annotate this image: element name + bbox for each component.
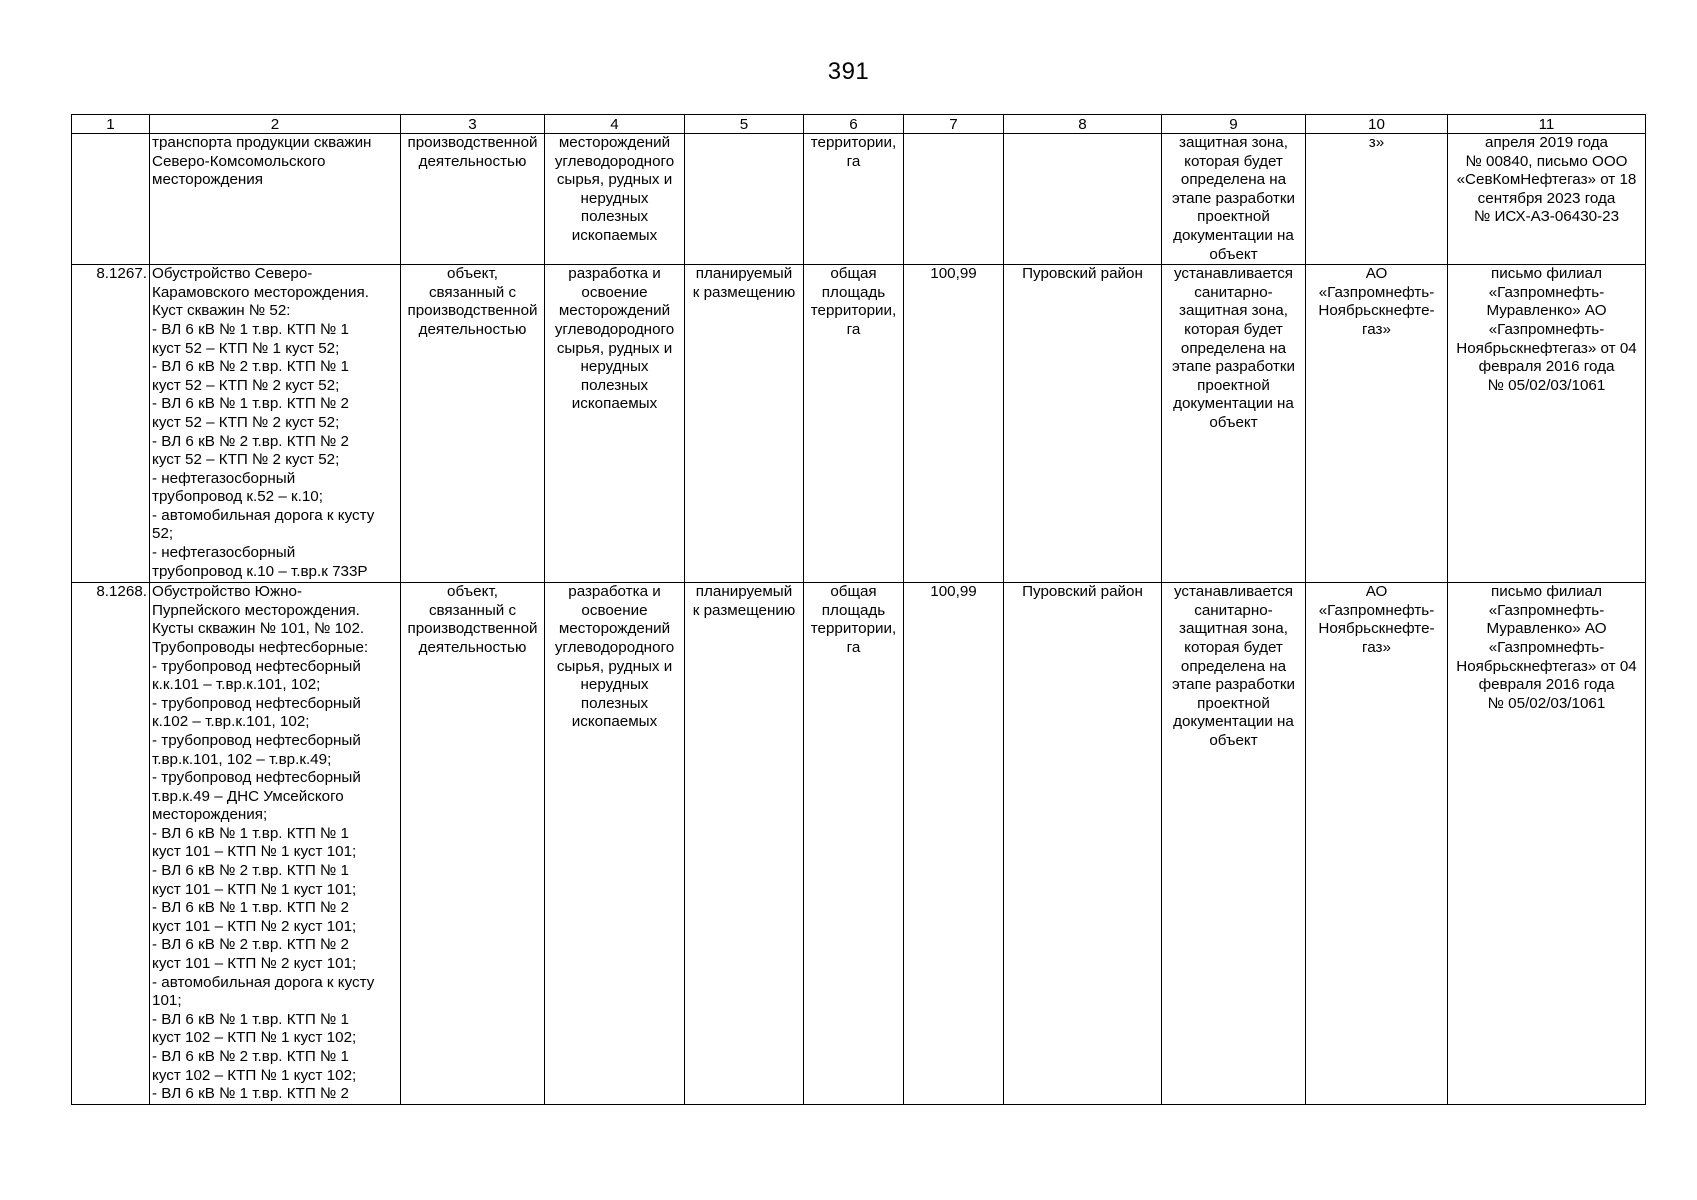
cell-text-line: Пурпейского месторождения. xyxy=(152,601,360,619)
cell-text-line: куст 52 – КТП № 2 куст 52; xyxy=(152,451,340,469)
cell-text-line: ископаемых xyxy=(571,226,658,244)
cell-text-line: газ» xyxy=(1362,320,1391,338)
location-cell: Пуровский район xyxy=(1004,583,1162,1105)
cell-text-line: № ИСХ-АЗ-06430-23 xyxy=(1473,208,1620,226)
cell-text-line: куст 52 – КТП № 1 куст 52; xyxy=(152,339,340,357)
purpose-cell xyxy=(401,265,545,583)
cell-text-line: площадь xyxy=(821,601,886,619)
cell-text-line: освоение xyxy=(581,601,648,619)
cell-text-line: углеводородного xyxy=(554,320,675,338)
cell-text-line: письмо филиал xyxy=(1491,583,1602,601)
value-cell: 100,99 xyxy=(904,265,1004,583)
basis-cell xyxy=(1448,583,1646,1105)
cell-text-line: Обустройство Южно- xyxy=(152,583,303,601)
cell-text-line: февраля 2016 года xyxy=(1478,676,1615,694)
purpose-cell xyxy=(401,134,545,265)
cell-text-line: разработка и xyxy=(568,265,661,283)
basis-cell xyxy=(1448,134,1646,265)
cell-text-line: этапе разработки xyxy=(1171,358,1295,376)
cell-text-line: нерудных xyxy=(580,189,649,207)
cell-text-line: территории, xyxy=(810,620,897,638)
cell-text-line: - трубопровод нефтесборный xyxy=(152,769,361,787)
cell-text-line: «Газпромнефть- xyxy=(1488,320,1605,338)
zone-cell xyxy=(1162,583,1306,1105)
column-header: 6 xyxy=(804,115,904,134)
cell-text-line: проектной xyxy=(1197,376,1270,394)
cell-text-line: деятельностью xyxy=(418,638,527,656)
cell-text-line: устанавливается xyxy=(1173,265,1294,283)
cell-text-line: газ» xyxy=(1362,638,1391,656)
column-header: 11 xyxy=(1448,115,1646,134)
cell-text-line: определена на xyxy=(1180,339,1287,357)
cell-text-line: общая xyxy=(830,265,877,283)
cell-text-line: которая будет xyxy=(1184,638,1283,656)
cell-text-line: «Газпромнефть- xyxy=(1488,601,1605,619)
cell-text-line: площадь xyxy=(821,283,886,301)
cell-text-line: - ВЛ 6 кВ № 2 т.вр. КТП № 1 xyxy=(152,862,349,880)
cell-text-line: полезных xyxy=(580,208,649,226)
location-cell: Пуровский район xyxy=(1004,265,1162,583)
cell-text-line: «Газпромнефть- xyxy=(1488,283,1605,301)
cell-text-line: Ноябрьскнефте- xyxy=(1318,620,1435,638)
cell-text-line: Карамовского месторождения. xyxy=(152,283,369,301)
objects-table xyxy=(71,114,1646,1105)
cell-text-line: трубопровод к.10 – т.вр.к 733Р xyxy=(152,562,368,580)
cell-text-line: определена на xyxy=(1180,657,1287,675)
cell-text-line: объект, xyxy=(447,583,498,601)
cell-text-line: освоение xyxy=(581,283,648,301)
cell-text-line: разработка и xyxy=(568,583,661,601)
cell-text-line: производственной xyxy=(407,302,538,320)
cell-text-line: - ВЛ 6 кВ № 1 т.вр. КТП № 1 xyxy=(152,824,349,842)
cell-text-line: производственной xyxy=(407,134,538,151)
cell-text-line: 52; xyxy=(152,525,174,543)
owner-cell xyxy=(1306,583,1448,1105)
object-name-cell xyxy=(150,265,401,583)
cell-text-line: общая xyxy=(830,583,877,601)
cell-text-line: з» xyxy=(1368,134,1385,151)
cell-text-line: - трубопровод нефтесборный xyxy=(152,694,361,712)
cell-text-line: ископаемых xyxy=(571,395,658,413)
owner-cell xyxy=(1306,134,1448,265)
cell-text-line: проектной xyxy=(1197,208,1270,226)
cell-text-line: куст 101 – КТП № 2 куст 101; xyxy=(152,917,357,935)
cell-text-line: га xyxy=(846,320,861,338)
cell-text-line: - ВЛ 6 кВ № 1 т.вр. КТП № 2 xyxy=(152,1085,349,1103)
cell-text-line: куст 52 – КТП № 2 куст 52; xyxy=(152,376,340,394)
cell-text-line: письмо филиал xyxy=(1491,265,1602,283)
column-header: 8 xyxy=(1004,115,1162,134)
cell-text-line: - ВЛ 6 кВ № 1 т.вр. КТП № 1 xyxy=(152,320,349,338)
cell-text-line: куст 102 – КТП № 1 куст 102; xyxy=(152,1066,357,1084)
cell-text-line: устанавливается xyxy=(1173,583,1294,601)
cell-text-line: трубопровод к.52 – к.10; xyxy=(152,488,323,506)
cell-text-line: куст 101 – КТП № 1 куст 101; xyxy=(152,880,357,898)
cell-text-line: углеводородного xyxy=(554,638,675,656)
basis-cell xyxy=(1448,265,1646,583)
cell-text-line: проектной xyxy=(1197,694,1270,712)
cell-text-line: апреля 2019 года xyxy=(1485,134,1608,151)
parameter-cell xyxy=(804,583,904,1105)
cell-text-line: - трубопровод нефтесборный xyxy=(152,731,361,749)
cell-text-line: Трубопроводы нефтесборные: xyxy=(152,638,369,656)
page-number: 391 xyxy=(827,58,870,85)
cell-text-line: транспорта продукции скважин xyxy=(152,134,372,151)
row-number-cell xyxy=(72,134,150,265)
cell-text-line: объект xyxy=(1209,731,1258,749)
cell-text-line: № 05/02/03/1061 xyxy=(1487,376,1606,394)
column-header: 10 xyxy=(1306,115,1448,134)
cell-text-line: документации на xyxy=(1173,226,1294,244)
cell-text-line: защитная зона, xyxy=(1179,134,1288,151)
cell-text-line: месторождения xyxy=(152,171,263,189)
cell-text-line: ископаемых xyxy=(571,713,658,731)
owner-cell xyxy=(1306,265,1448,583)
cell-text-line: нерудных xyxy=(580,676,649,694)
table-row xyxy=(72,134,1646,265)
cell-text-line: сырья, рудных и xyxy=(556,339,673,357)
zone-cell xyxy=(1162,265,1306,583)
activity-type-cell xyxy=(545,583,685,1105)
activity-type-cell xyxy=(545,134,685,265)
cell-text-line: территории, xyxy=(810,134,897,151)
cell-text-line: га xyxy=(846,152,861,170)
cell-text-line: - автомобильная дорога к кусту xyxy=(152,973,375,991)
cell-text-line: АО xyxy=(1365,583,1388,601)
zone-cell xyxy=(1162,134,1306,265)
cell-text-line: полезных xyxy=(580,376,649,394)
cell-text-line: - ВЛ 6 кВ № 2 т.вр. КТП № 2 xyxy=(152,936,349,954)
cell-text-line: месторождений xyxy=(558,134,671,151)
cell-text-line: объект xyxy=(1209,245,1258,263)
purpose-cell xyxy=(401,583,545,1105)
location-cell xyxy=(1004,134,1162,265)
cell-text-line: куст 101 – КТП № 1 куст 101; xyxy=(152,843,357,861)
cell-text-line: объект, xyxy=(447,265,498,283)
cell-text-line: деятельностью xyxy=(418,152,527,170)
cell-text-line: Ноябрьскнефтегаз» от 04 xyxy=(1456,657,1637,675)
status-cell xyxy=(685,134,804,265)
column-header: 9 xyxy=(1162,115,1306,134)
column-header: 7 xyxy=(904,115,1004,134)
cell-text-line: Кусты скважин № 101, № 102. xyxy=(152,620,365,638)
cell-text-line: месторождений xyxy=(558,302,671,320)
cell-text-line: документации на xyxy=(1173,395,1294,413)
cell-text-line: углеводородного xyxy=(554,152,675,170)
cell-text-line: сентября 2023 года xyxy=(1477,189,1616,207)
cell-text-line: которая будет xyxy=(1184,320,1283,338)
cell-text-line: - ВЛ 6 кВ № 2 т.вр. КТП № 2 xyxy=(152,432,349,450)
cell-text-line: - ВЛ 6 кВ № 1 т.вр. КТП № 2 xyxy=(152,395,349,413)
cell-text-line: сырья, рудных и xyxy=(556,171,673,189)
cell-text-line: га xyxy=(846,638,861,656)
column-header: 3 xyxy=(401,115,545,134)
cell-text-line: 101; xyxy=(152,992,182,1010)
cell-text-line: месторождений xyxy=(558,620,671,638)
value-cell: 100,99 xyxy=(904,583,1004,1105)
status-cell xyxy=(685,265,804,583)
cell-text-line: Обустройство Северо- xyxy=(152,265,313,283)
cell-text-line: Ноябрьскнефтегаз» от 04 xyxy=(1456,339,1637,357)
cell-text-line: защитная зона, xyxy=(1179,302,1288,320)
cell-text-line: куст 52 – КТП № 2 куст 52; xyxy=(152,413,340,431)
cell-text-line: производственной xyxy=(407,620,538,638)
cell-text-line: «Газпромнефть- xyxy=(1318,601,1435,619)
cell-text-line: Ноябрьскнефте- xyxy=(1318,302,1435,320)
cell-text-line: куст 102 – КТП № 1 куст 102; xyxy=(152,1029,357,1047)
cell-text-line: планируемый xyxy=(695,265,793,283)
row-number-cell: 8.1267. xyxy=(72,265,150,583)
column-header: 1 xyxy=(72,115,150,134)
column-header: 5 xyxy=(685,115,804,134)
object-name-cell xyxy=(150,583,401,1105)
column-header: 2 xyxy=(150,115,401,134)
cell-text-line: № 00840, письмо ООО xyxy=(1465,152,1628,170)
cell-text-line: т.вр.к.49 – ДНС Умсейского xyxy=(152,787,344,805)
cell-text-line: Северо-Комсомольского xyxy=(152,152,326,170)
cell-text-line: защитная зона, xyxy=(1179,620,1288,638)
cell-text-line: куст 101 – КТП № 2 куст 101; xyxy=(152,955,357,973)
cell-text-line: АО xyxy=(1365,265,1388,283)
cell-text-line: сырья, рудных и xyxy=(556,657,673,675)
cell-text-line: деятельностью xyxy=(418,320,527,338)
status-cell xyxy=(685,583,804,1105)
parameter-cell xyxy=(804,265,904,583)
cell-text-line: полезных xyxy=(580,694,649,712)
cell-text-line: которая будет xyxy=(1184,152,1283,170)
header-row xyxy=(72,115,1646,134)
cell-text-line: этапе разработки xyxy=(1171,189,1295,207)
cell-text-line: февраля 2016 года xyxy=(1478,358,1615,376)
cell-text-line: к размещению xyxy=(692,283,796,301)
cell-text-line: к.к.101 – т.вр.к.101, 102; xyxy=(152,676,321,694)
cell-text-line: № 05/02/03/1061 xyxy=(1487,694,1606,712)
cell-text-line: документации на xyxy=(1173,713,1294,731)
cell-text-line: «Газпромнефть- xyxy=(1318,283,1435,301)
cell-text-line: т.вр.к.101, 102 – т.вр.к.49; xyxy=(152,750,332,768)
cell-text-line: санитарно- xyxy=(1194,283,1273,301)
table-row xyxy=(72,583,1646,1105)
cell-text-line: - трубопровод нефтесборный xyxy=(152,657,361,675)
cell-text-line: «СевКомНефтегаз» от 18 xyxy=(1456,171,1637,189)
cell-text-line: объект xyxy=(1209,413,1258,431)
cell-text-line: - ВЛ 6 кВ № 1 т.вр. КТП № 2 xyxy=(152,899,349,917)
cell-text-line: планируемый xyxy=(695,583,793,601)
cell-text-line: Муравленко» АО xyxy=(1486,302,1607,320)
cell-text-line: территории, xyxy=(810,302,897,320)
cell-text-line: к размещению xyxy=(692,601,796,619)
cell-text-line: санитарно- xyxy=(1194,601,1273,619)
object-name-cell xyxy=(150,134,401,265)
cell-text-line: - нефтегазосборный xyxy=(152,544,296,562)
column-header: 4 xyxy=(545,115,685,134)
cell-text-line: связанный с xyxy=(428,283,517,301)
row-number-cell: 8.1268. xyxy=(72,583,150,1105)
cell-text-line: «Газпромнефть- xyxy=(1488,638,1605,656)
cell-text-line: этапе разработки xyxy=(1171,676,1295,694)
cell-text-line: связанный с xyxy=(428,601,517,619)
cell-text-line: - ВЛ 6 кВ № 2 т.вр. КТП № 1 xyxy=(152,358,349,376)
cell-text-line: - ВЛ 6 кВ № 1 т.вр. КТП № 1 xyxy=(152,1010,349,1028)
cell-text-line: Муравленко» АО xyxy=(1486,620,1607,638)
cell-text-line: нерудных xyxy=(580,358,649,376)
cell-text-line: к.102 – т.вр.к.101, 102; xyxy=(152,713,310,731)
cell-text-line: - ВЛ 6 кВ № 2 т.вр. КТП № 1 xyxy=(152,1048,349,1065)
cell-text-line: определена на xyxy=(1180,171,1287,189)
parameter-cell xyxy=(804,134,904,265)
table-row xyxy=(72,265,1646,583)
cell-text-line: - нефтегазосборный xyxy=(152,469,296,487)
activity-type-cell xyxy=(545,265,685,583)
cell-text-line: Куст скважин № 52: xyxy=(152,302,291,320)
value-cell xyxy=(904,134,1004,265)
cell-text-line: месторождения; xyxy=(152,806,268,824)
cell-text-line: - автомобильная дорога к кусту xyxy=(152,506,375,524)
